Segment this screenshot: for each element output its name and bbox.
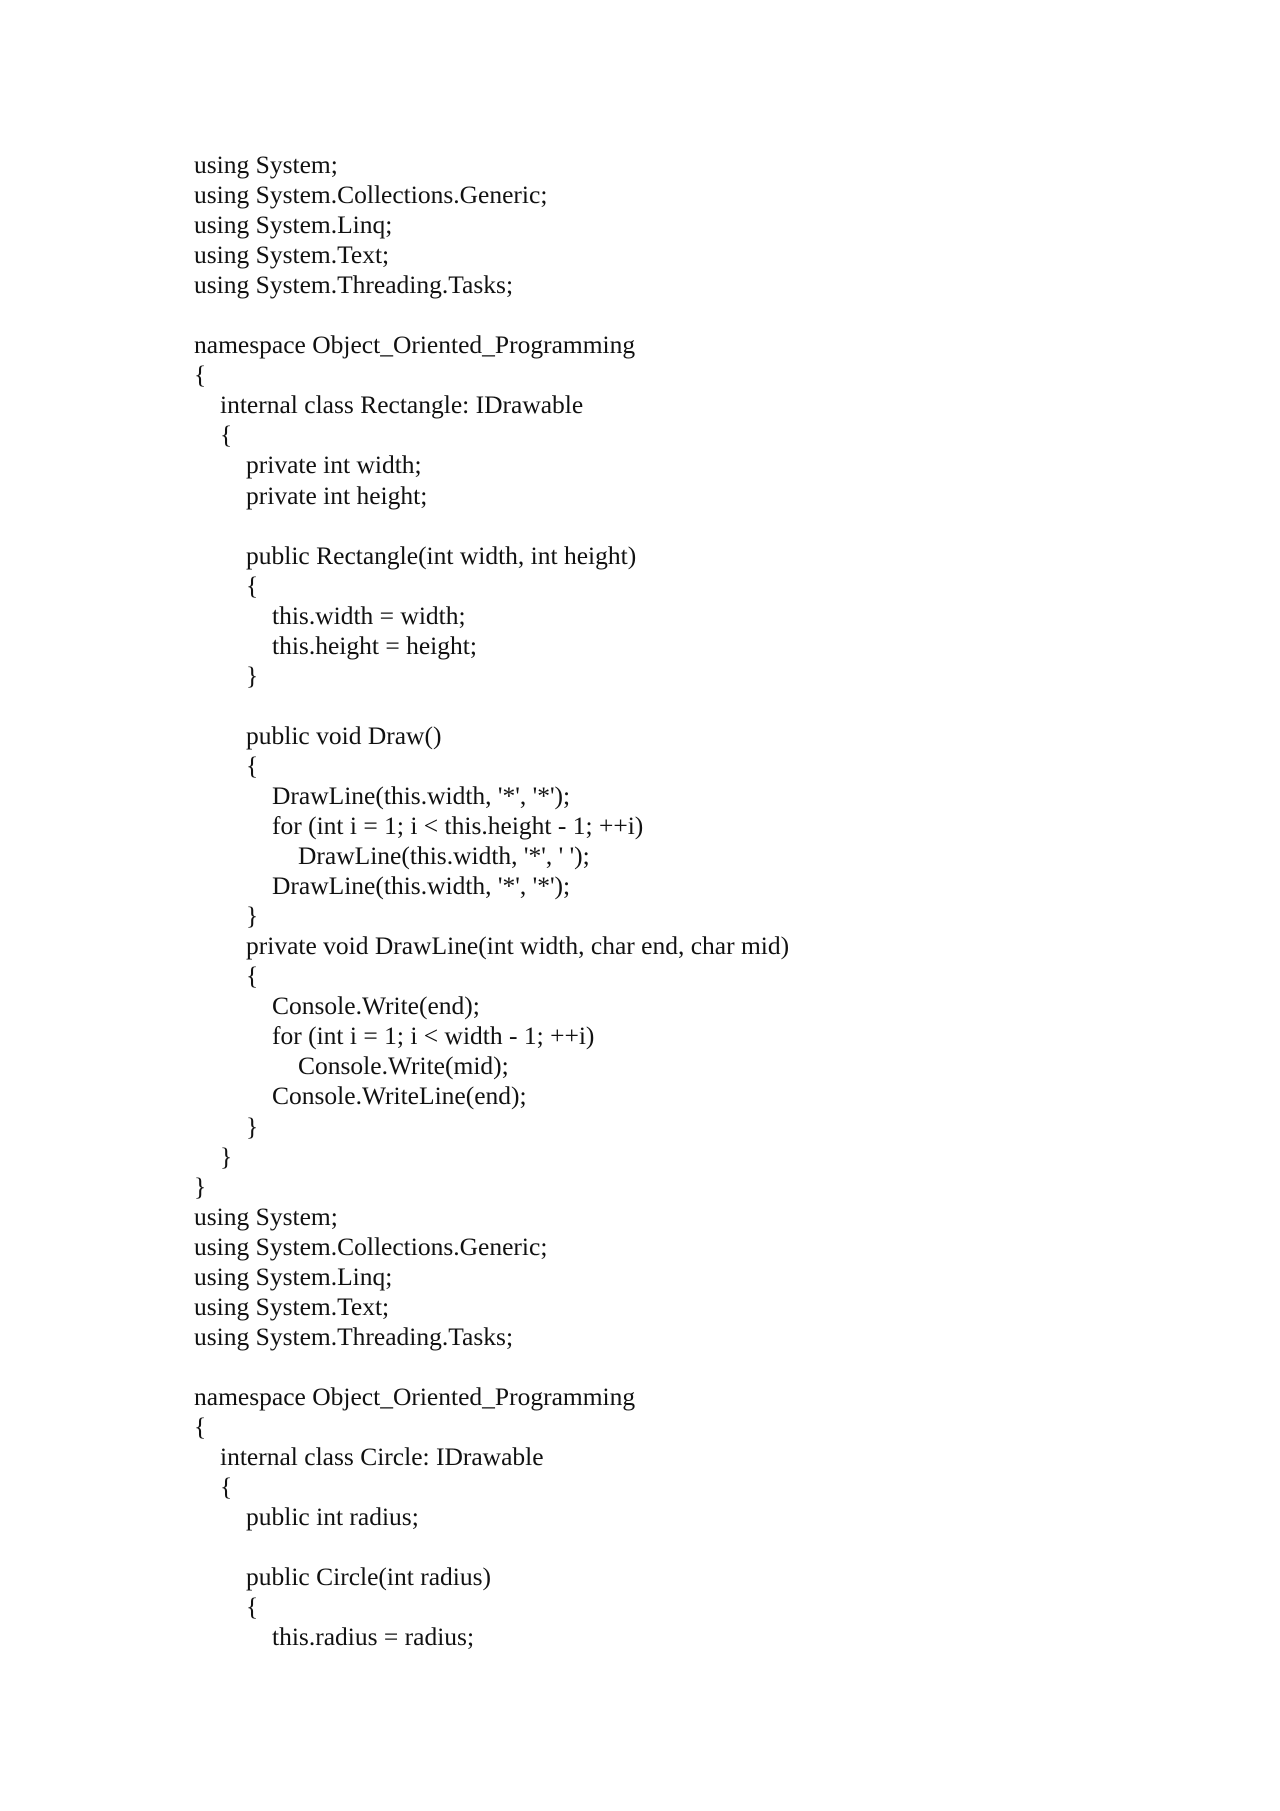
code-line: using System.Threading.Tasks; [194, 1321, 514, 1351]
code-line: { [194, 1411, 207, 1441]
code-line: namespace Object_Oriented_Programming [194, 1381, 636, 1411]
code-line: DrawLine(this.width, '*', '*'); [272, 780, 571, 810]
code-line: DrawLine(this.width, '*', ' '); [298, 841, 590, 871]
code-line: using System.Linq; [194, 210, 393, 240]
blank-line [194, 300, 789, 330]
code-line: using System.Collections.Generic; [194, 1231, 548, 1261]
code-line: using System.Threading.Tasks; [194, 270, 514, 300]
blank-line [194, 511, 789, 541]
code-line: { [220, 420, 233, 450]
code-line: { [220, 1472, 233, 1502]
code-line: public Rectangle(int width, int height) [246, 540, 637, 570]
code-line: { [246, 1592, 259, 1622]
blank-line [194, 1352, 789, 1382]
code-line: internal class Circle: IDrawable [220, 1442, 544, 1472]
code-line: } [220, 1141, 233, 1171]
code-line: internal class Rectangle: IDrawable [220, 390, 584, 420]
code-line: } [246, 660, 259, 690]
code-line: using System; [194, 1201, 338, 1231]
code-line: } [246, 901, 259, 931]
code-line: private int width; [246, 450, 422, 480]
code-line: using System.Text; [194, 240, 390, 270]
code-line: Console.WriteLine(end); [272, 1081, 527, 1111]
code-line: for (int i = 1; i < width - 1; ++i) [272, 1021, 595, 1051]
code-line: Console.Write(end); [272, 991, 480, 1021]
blank-line [194, 691, 789, 721]
code-line: DrawLine(this.width, '*', '*'); [272, 871, 571, 901]
code-line: public int radius; [246, 1502, 419, 1532]
code-line: Console.Write(mid); [298, 1051, 509, 1081]
code-line: using System.Linq; [194, 1261, 393, 1291]
code-line: } [194, 1171, 207, 1201]
code-line: this.radius = radius; [272, 1622, 475, 1652]
code-line: this.height = height; [272, 630, 477, 660]
code-line: using System.Collections.Generic; [194, 180, 548, 210]
code-line: this.width = width; [272, 600, 466, 630]
code-line: private int height; [246, 480, 428, 510]
blank-line [194, 1532, 789, 1562]
code-line: { [194, 360, 207, 390]
code-line: { [246, 961, 259, 991]
code-line: { [246, 750, 259, 780]
code-line: namespace Object_Oriented_Programming [194, 330, 636, 360]
code-line: public Circle(int radius) [246, 1562, 492, 1592]
code-line: private void DrawLine(int width, char end, char mid) [246, 931, 790, 961]
code-line: using System; [194, 150, 338, 179]
code-document [194, 150, 789, 1652]
code-line: } [246, 1111, 259, 1141]
code-line: { [246, 570, 259, 600]
code-line: using System.Text; [194, 1291, 390, 1321]
code-line: for (int i = 1; i < this.height - 1; ++i) [272, 811, 644, 841]
code-line: public void Draw() [246, 720, 442, 750]
